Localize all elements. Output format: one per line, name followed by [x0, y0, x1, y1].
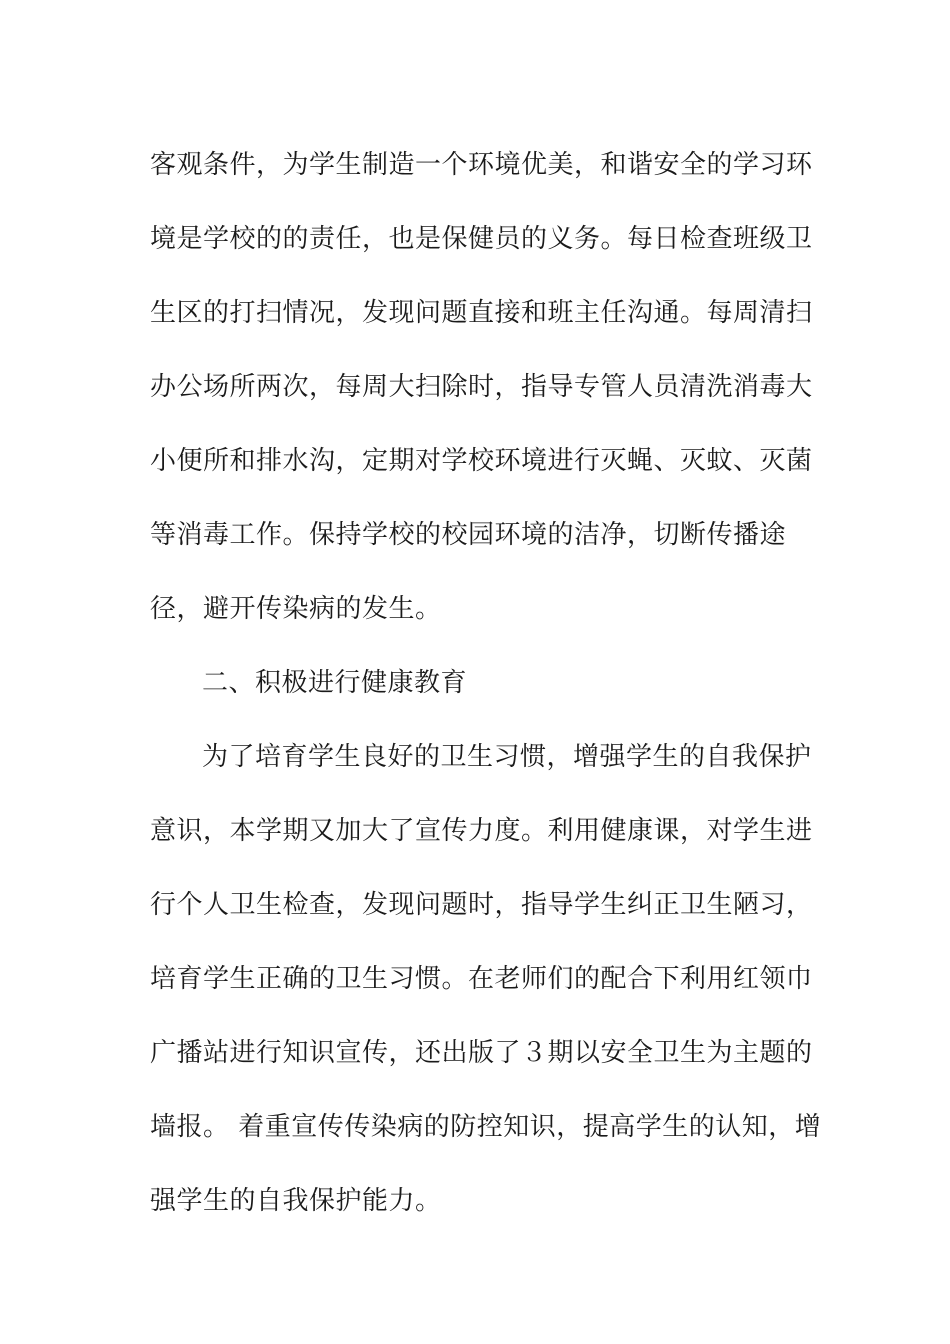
text-line: 办公场所两次，每周大扫除时，指导专管人员清洗消毒大	[150, 372, 813, 402]
text-line: 等消毒工作。保持学校的校园环境的洁净，切断传播途	[150, 520, 787, 550]
text-line: 为了培育学生良好的卫生习惯，增强学生的自我保护	[202, 742, 812, 772]
text-line: 广播站进行知识宣传，还出版了３期以安全卫生为主题的	[150, 1038, 813, 1068]
document-body	[150, 128, 822, 1238]
text-line: 培育学生正确的卫生习惯。在老师们的配合下利用红领巾	[150, 964, 813, 994]
section-heading: 二、积极进行健康教育	[202, 668, 468, 698]
text-line: 径，避开传染病的发生。	[150, 594, 442, 624]
text-line: 小便所和排水沟，定期对学校环境进行灭蝇、灭蚊、灭菌	[150, 446, 813, 476]
text-line: 生区的打扫情况，发现问题直接和班主任沟通。每周清扫	[150, 298, 813, 328]
text-line: 墙报。 着重宣传传染病的防控知识，提高学生的认知，增	[150, 1112, 822, 1142]
text-line: 客观条件，为学生制造一个环境优美，和谐安全的学习环	[150, 150, 813, 180]
text-line: 境是学校的的责任，也是保健员的义务。每日检查班级卫	[150, 224, 813, 254]
text-line: 意识，本学期又加大了宣传力度。利用健康课，对学生进	[150, 816, 813, 846]
text-line: 行个人卫生检查，发现问题时，指导学生纠正卫生陋习，	[150, 890, 813, 920]
text-line: 强学生的自我保护能力。	[150, 1186, 442, 1216]
